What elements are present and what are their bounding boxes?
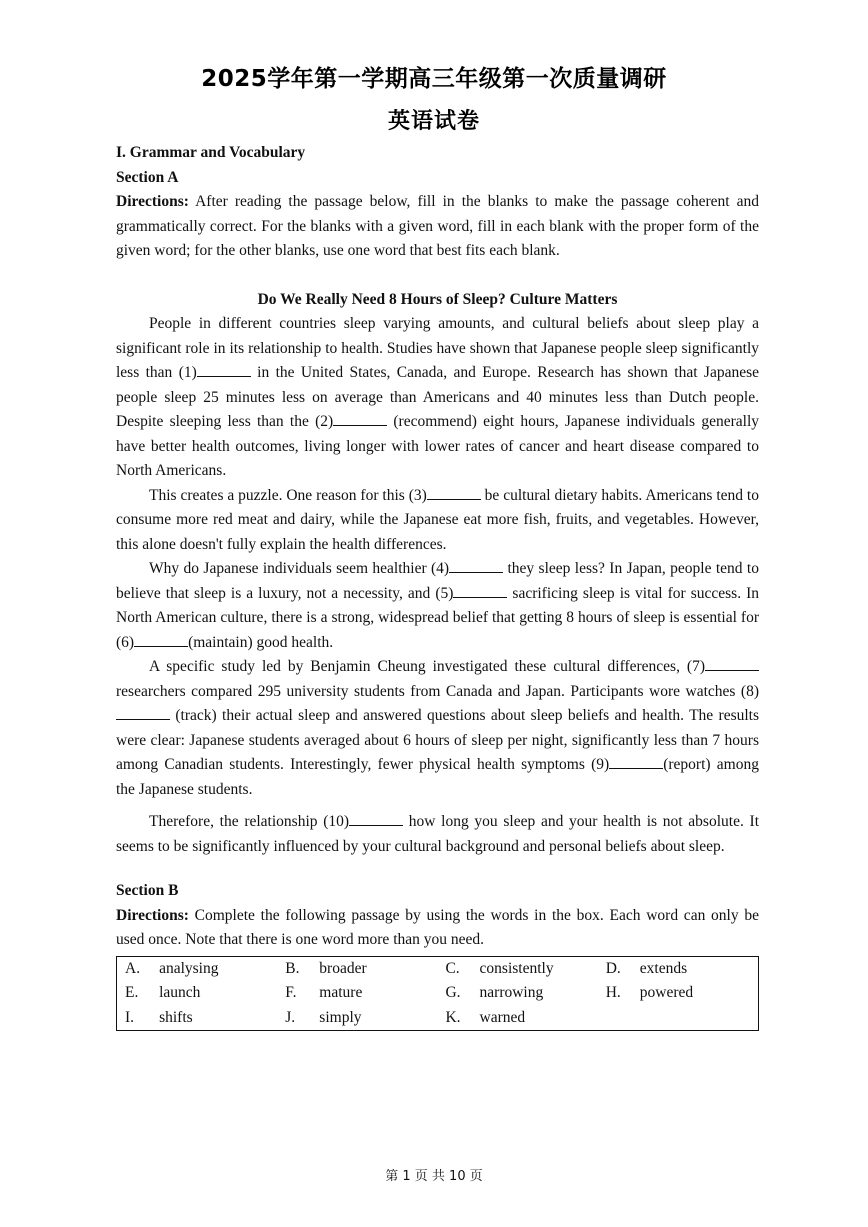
word-box-row xyxy=(117,956,759,981)
option-letter: C. xyxy=(445,959,460,977)
option-word: launch xyxy=(159,984,201,1001)
text-run: This creates a puzzle. One reason for this xyxy=(149,486,409,504)
option-word: narrowing xyxy=(479,984,544,1001)
blank-label: (4) xyxy=(431,560,450,577)
option-word xyxy=(640,1006,759,1031)
directions-text: After reading the passage below, fill in the blanks to make the passage coherent and grammatically correct. For the blanks with a given word, fill in each blank with the proper form of the given word; for the other blanks, use one word that best fits each blank. xyxy=(116,193,759,259)
text-run: Therefore, the relationship xyxy=(149,813,324,830)
option-word: extends xyxy=(639,959,688,977)
blank-9-field[interactable] xyxy=(609,768,663,769)
option-letter: K. xyxy=(445,1008,461,1026)
section-b-directions xyxy=(116,904,759,953)
blank-label: (8) xyxy=(740,682,759,700)
option-word: broader xyxy=(319,959,367,977)
section-a-directions xyxy=(116,190,759,264)
blank-label: (3) xyxy=(408,486,427,504)
word-box-row xyxy=(117,981,759,1006)
option-letter: G. xyxy=(445,984,461,1001)
directions-label: Directions: xyxy=(116,906,189,924)
option-letter: D. xyxy=(605,959,621,977)
part-heading: I. Grammar and Vocabulary xyxy=(116,144,306,161)
section-b-label: Section B xyxy=(116,882,179,899)
paragraph-3 xyxy=(116,557,759,655)
option-word: consistently xyxy=(479,959,554,977)
text-run: People in different countries sleep varying amounts, and cultural beliefs about sleep play a significant role in its relationship to health. Studies have shown that Japanese people sleep significantly less than xyxy=(116,315,759,381)
blank-4-field[interactable] xyxy=(449,572,503,573)
text-run: researchers compared 295 university students from Canada and Japan. Participants wore watches xyxy=(116,682,741,700)
option-letter: A. xyxy=(125,959,141,977)
blank-6-field[interactable] xyxy=(134,646,188,647)
option-letter xyxy=(598,1006,640,1031)
option-letter: J. xyxy=(285,1008,296,1026)
text-run: A specific study led by Benjamin Cheung investigated these cultural differences, xyxy=(149,658,687,675)
option-letter: F. xyxy=(285,984,297,1001)
text-run: (recommend) eight hours, Japanese individuals generally have better health outcomes, living longer with lower rates of cancer and heart disease compared to North Americans. xyxy=(116,413,759,479)
option-letter: H. xyxy=(605,984,621,1001)
paragraph-4 xyxy=(116,655,759,802)
exam-content xyxy=(116,141,759,1031)
text-run: how long you sleep and your health is not absolute. It seems to be significantly influenced by your cultural background and personal beliefs about sleep. xyxy=(116,813,759,855)
option-word: mature xyxy=(319,984,363,1001)
text-run: be cultural dietary habits. Americans tend to consume more red meat and dairy, while the Japanese eat more fish, fruits, and vegetables. However, this alone doesn't fully explain the health differences. xyxy=(116,486,759,553)
blank-10-field[interactable] xyxy=(349,825,403,826)
option-letter: I. xyxy=(125,1008,135,1026)
option-word: analysing xyxy=(159,959,219,977)
option-word: simply xyxy=(319,1008,362,1026)
blank-label: (5) xyxy=(435,584,454,602)
blank-5-field[interactable] xyxy=(453,597,507,598)
paragraph-1 xyxy=(116,312,759,484)
blank-7-field[interactable] xyxy=(705,670,759,671)
exam-subtitle: 英语试卷 xyxy=(387,109,480,134)
text-run: (maintain) good health. xyxy=(188,633,334,651)
blank-1-field[interactable] xyxy=(197,376,251,377)
option-word: warned xyxy=(479,1008,526,1026)
blank-3-field[interactable] xyxy=(427,499,481,500)
blank-label: (10) xyxy=(323,813,350,830)
exam-title: 2025学年第一学期高三年级第一次质量调研 xyxy=(201,66,667,92)
option-word: shifts xyxy=(159,1008,193,1026)
text-run: in the United States, Canada, and Europe. Research has shown that Japanese people sleep 25 minutes less on average than Americans and 40 minutes less than Dutch people. Despite sleeping less than the xyxy=(116,364,760,430)
option-letter: B. xyxy=(285,959,300,977)
option-letter: E. xyxy=(125,984,139,1001)
blank-label: (6) xyxy=(116,633,135,651)
text-run: they sleep less? In Japan, people tend to believe that sleep is a luxury, not a necessity, and xyxy=(116,560,759,602)
passage-title: Do We Really Need 8 Hours of Sleep? Culture Matters xyxy=(257,290,618,308)
page-number: 第 1 页 共 10 页 xyxy=(385,1169,483,1184)
paragraph-5 xyxy=(116,810,759,859)
paragraph-2 xyxy=(116,484,759,558)
blank-label: (2) xyxy=(315,413,334,430)
blank-2-field[interactable] xyxy=(333,425,387,426)
directions-text: Complete the following passage by using the words in the box. Each word can only be used once. Note that there is one word more than you need. xyxy=(116,906,759,948)
option-word: powered xyxy=(639,984,694,1001)
text-run: Why do Japanese individuals seem healthier xyxy=(149,560,431,577)
text-run: (track) their actual sleep and answered questions about sleep beliefs and health. The results were clear: Japanese students averaged about 6 hours of sleep per night, significantly less than 7 hours among Canadian students. Interestingly, fewer physical health symptoms xyxy=(116,707,759,773)
blank-8-field[interactable] xyxy=(116,719,170,720)
text-run: (report) among the Japanese students. xyxy=(116,756,759,798)
section-a-label: Section A xyxy=(116,168,179,186)
blank-label: (9) xyxy=(591,756,610,773)
word-box-row xyxy=(117,1006,759,1031)
word-box xyxy=(116,956,759,1032)
blank-label: (1) xyxy=(178,364,197,381)
directions-label: Directions: xyxy=(116,193,189,210)
blank-label: (7) xyxy=(686,658,705,675)
text-run: sacrificing sleep is vital for success. In North American culture, there is a strong, widespread belief that getting 8 hours of sleep is essential for xyxy=(116,584,759,626)
